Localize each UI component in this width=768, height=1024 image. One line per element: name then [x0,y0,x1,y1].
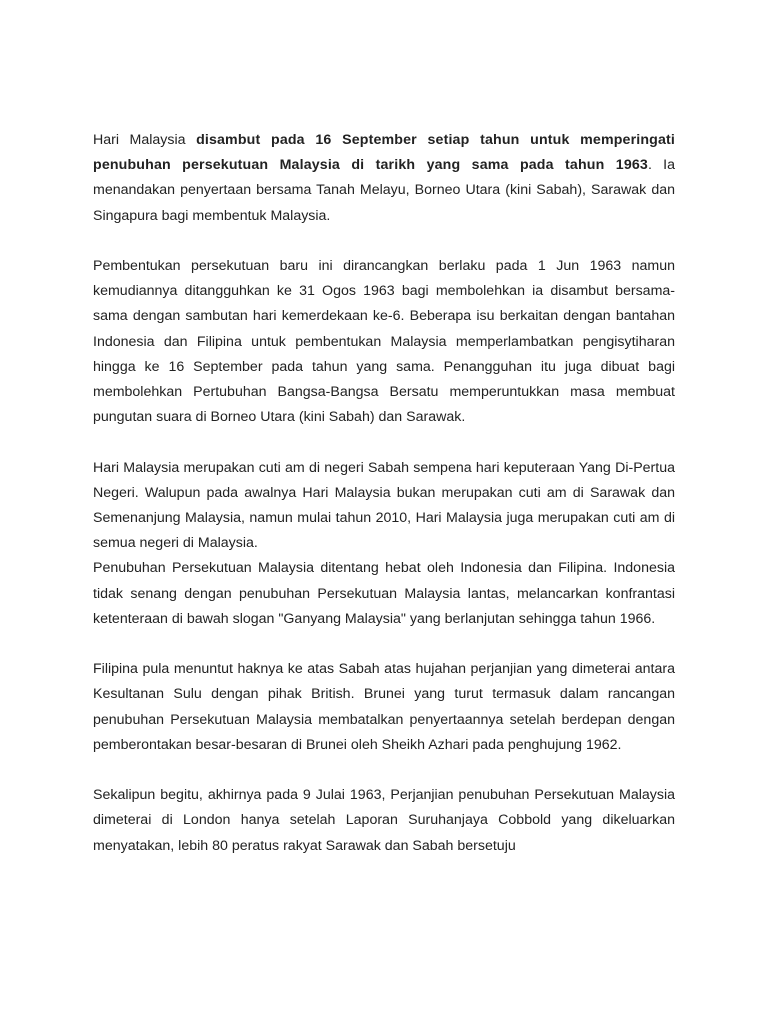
paragraph-intro [93,128,675,229]
paragraph-philippines-brunei: Filipina pula menuntut haknya ke atas Sabah atas hujahan perjanjian yang dimeterai antara Kesultanan Sulu dengan pihak British. Brunei yang turut termasuk dalam rancangan penubuhan Persekutuan Malaysia membatalkan penyertaannya setelah berdepan dengan pemberontakan besar-besaran di Brunei oleh Sheikh Azhari pada penghujung 1962. [93,661,675,753]
intro-rest-text: . Ia menandakan penyertaan bersama Tanah Melayu, Borneo Utara (kini Sabah), Sarawak dan Singapura bagi membentuk Malaysia. [93,157,675,224]
intro-lead-text: Hari Malaysia [93,132,197,148]
paragraph-london-agreement: Sekalipun begitu, akhirnya pada 9 Julai 1963, Perjanjian penubuhan Persekutuan Malaysia dimeterai di London hanya setelah Laporan Suruhanjaya Cobbold yang dikeluarkan menyatakan, lebih 80 peratus rakyat Sarawak dan Sabah bersetuju [93,787,675,854]
paragraph-formation: Pembentukan persekutuan baru ini dirancangkan berlaku pada 1 Jun 1963 namun kemudiannya ditangguhkan ke 31 Ogos 1963 bagi membolehkan ia disambut bersama-sama dengan sambutan hari kemerdekaan ke-6. Beberapa isu berkaitan dengan bantahan Indonesia dan Filipina untuk pembentukan Malaysia memperlambatkan pengisytiharan hingga ke 16 September pada tahun yang sama. Penangguhan itu juga dibuat bagi membolehkan Pertubuhan Bangsa-Bangsa Bersatu memperuntukkan masa membuat pungutan suara di Borneo Utara (kini Sabah) dan Sarawak. [93,258,675,426]
intro-bold-text: disambut pada 16 September setiap tahun untuk memperingati penubuhan persekutuan Malaysia di tarikh yang sama pada tahun 1963 [93,132,675,174]
paragraph-opposition: Penubuhan Persekutuan Malaysia ditentang hebat oleh Indonesia dan Filipina. Indonesia tidak senang dengan penubuhan Persekutuan Malaysia lantas, melancarkan konfrantasi ketenteraan di bawah slogan "Ganyang Malaysia" yang berlanjutan sehingga tahun 1966. [93,560,675,627]
paragraph-public-holiday: Hari Malaysia merupakan cuti am di negeri Sabah sempena hari keputeraan Yang Di-Pertua Negeri. Walupun pada awalnya Hari Malaysia bukan merupakan cuti am di Sarawak dan Semenanjung Malaysia, namun mulai tahun 2010, Hari Malaysia juga merupakan cuti am di semua negeri di Malaysia. [93,459,675,552]
document-page [93,128,675,859]
